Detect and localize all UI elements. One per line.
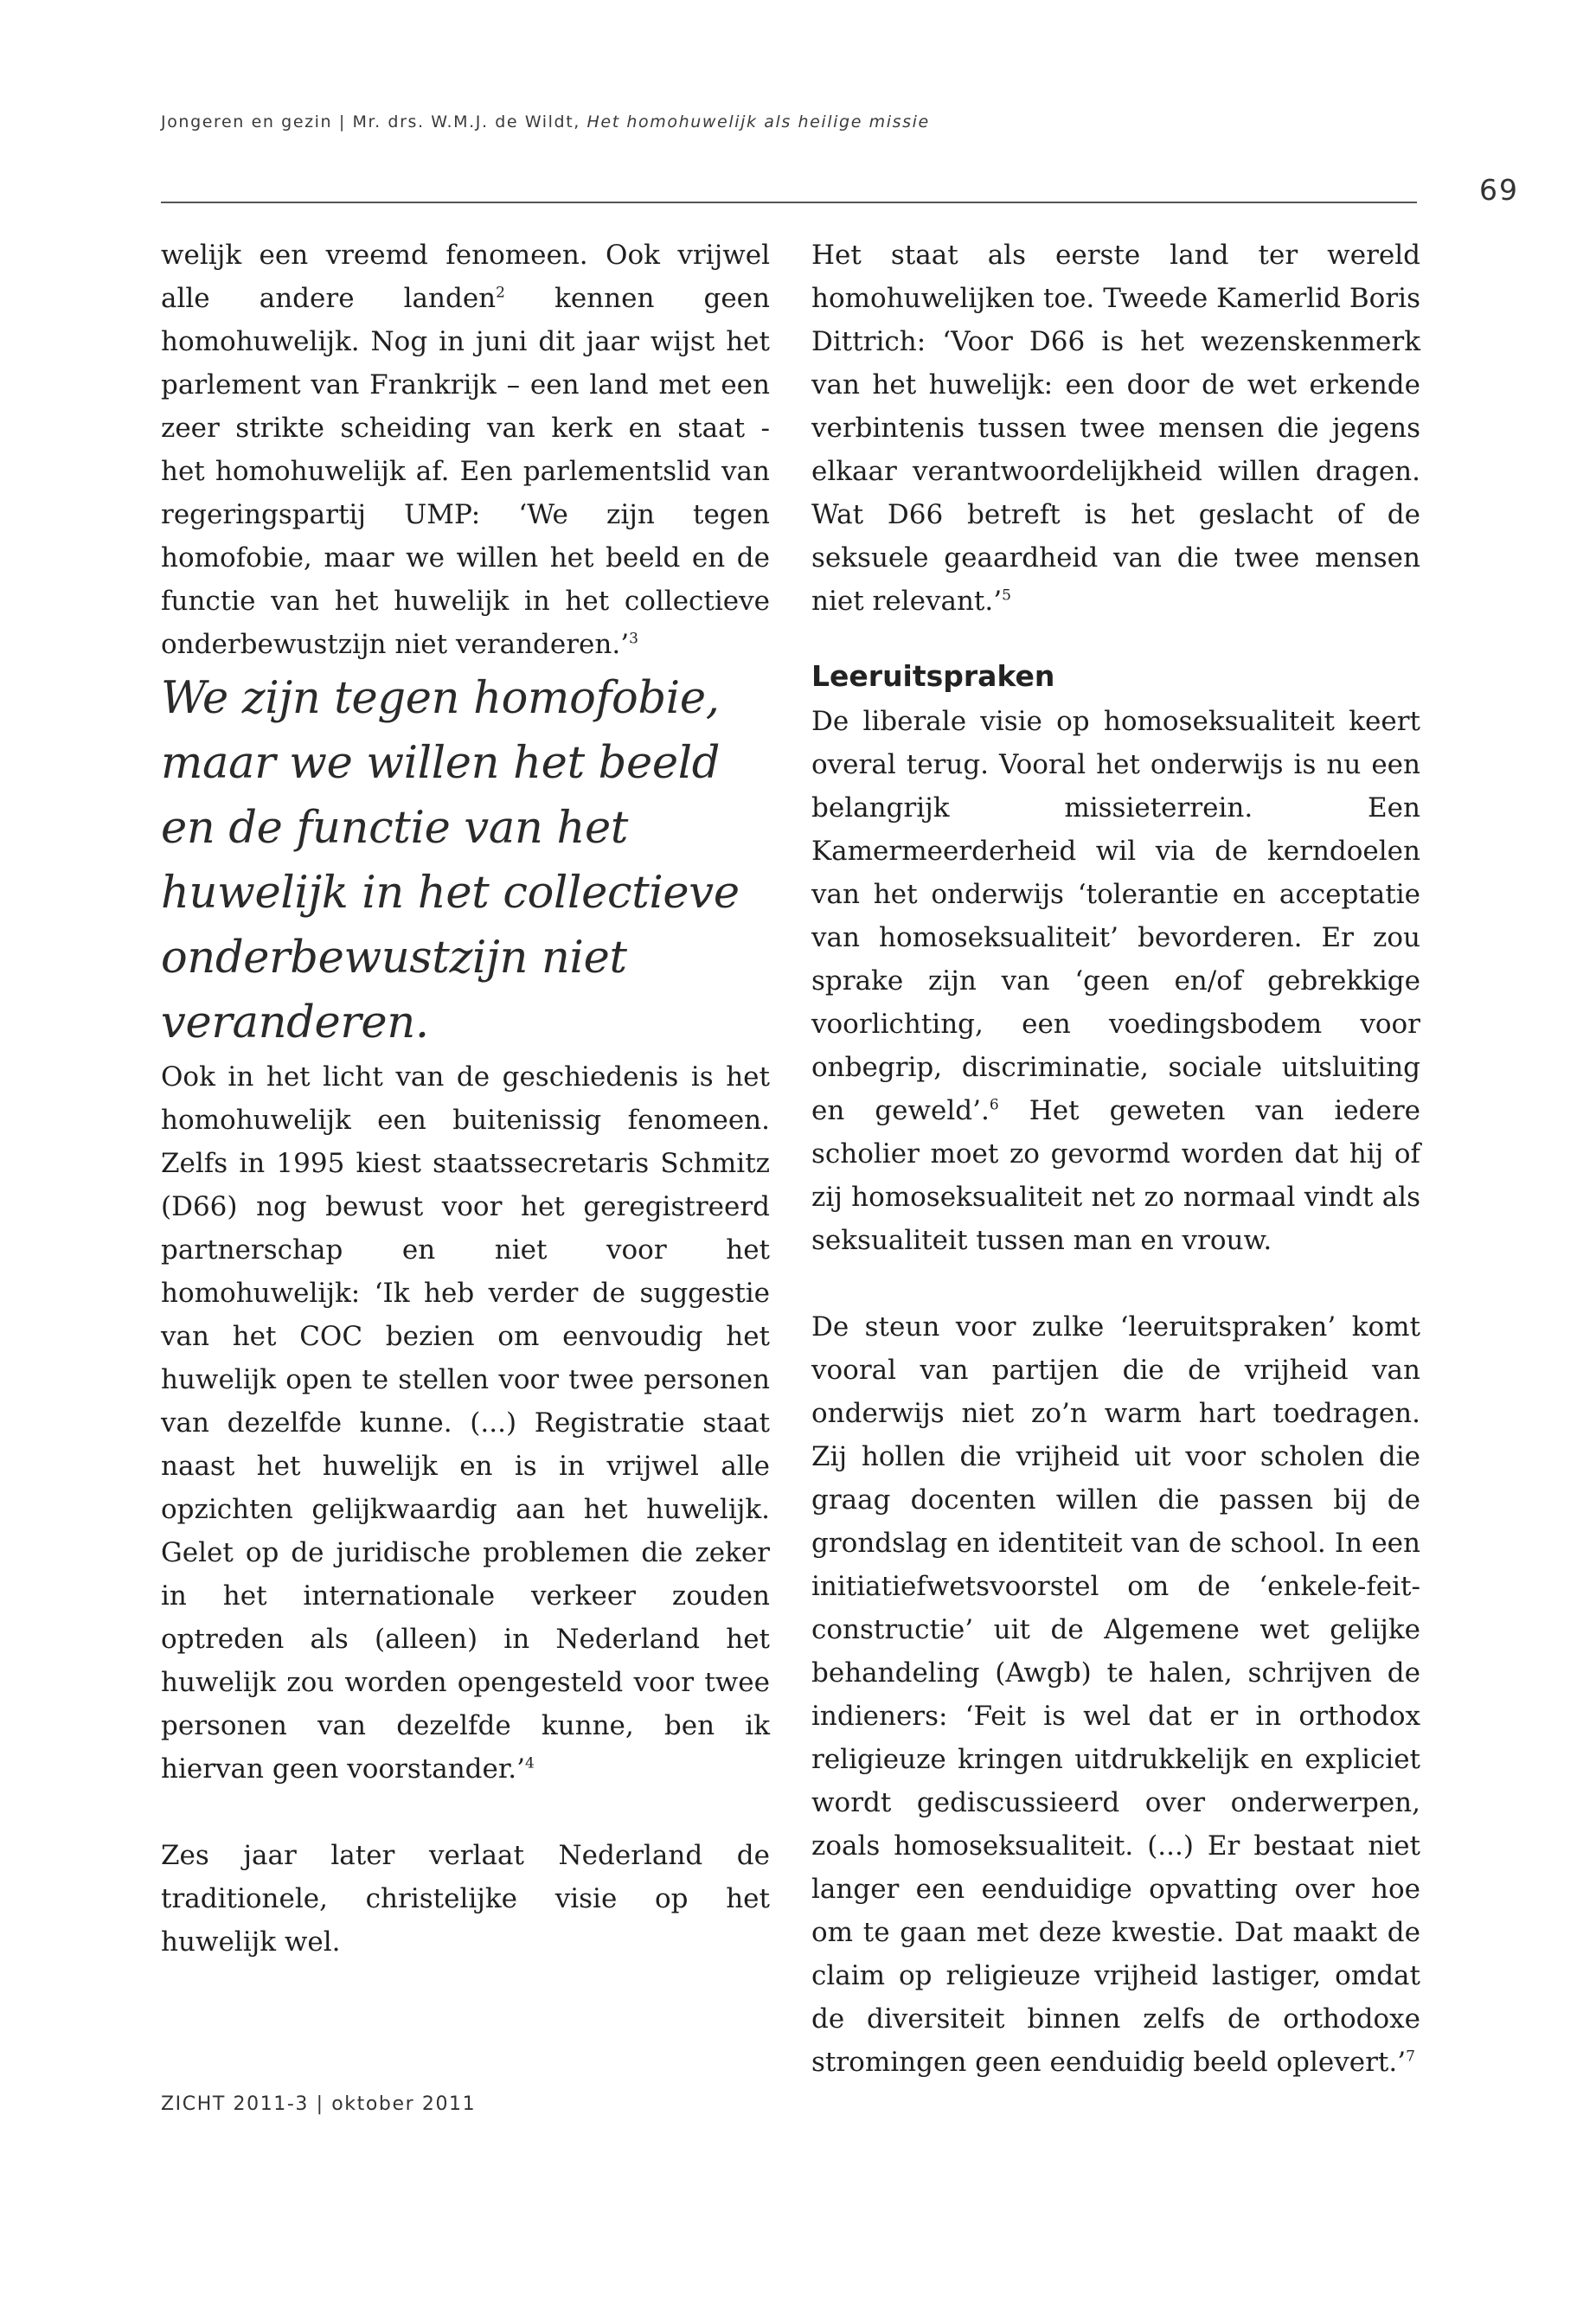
footnote-ref-4: 4 — [525, 1754, 535, 1772]
section-heading: Leeruitspraken — [811, 659, 1055, 693]
left-p1-text-b: kennen geen homohuwelijk. Nog in juni dit jaar wijst het parlement van Frankrijk – een land met een zeer strikte scheiding van kerk en staat - het homohuwelijk af. Een parlementslid van regeringspartij UMP: ‘We zijn tegen homofobie, maar we willen het beeld en de functie van het huwelijk in het collectieve onderbewustzijn niet veranderen.’ — [161, 283, 770, 660]
footnote-ref-7: 7 — [1406, 2048, 1415, 2066]
page-footer: ZICHT 2011-3 | oktober 2011 — [161, 2093, 477, 2115]
right-paragraph-1 — [811, 234, 1420, 623]
page-number: 69 — [1479, 173, 1519, 207]
right-paragraph-2 — [811, 700, 1420, 1262]
footnote-ref-5: 5 — [1002, 586, 1011, 605]
left-p2-text: Ook in het licht van de geschiedenis is het homohuwelijk een buitenissig fenomeen. Zelfs in 1995 kiest staatssecretaris Schmitz (D66) nog bewust voor het geregistreerd partnerschap en niet voor het homohuwelijk: ‘Ik heb verder de suggestie van het COC bezien om eenvoudig het huwelijk open te stellen voor twee personen van dezelfde kunne. (...) Registratie staat naast het huwelijk en is in vrijwel alle opzichten gelijkwaardig aan het huwelijk. Gelet op de juridische problemen die zeker in het internationale verkeer zouden optreden als (alleen) in Nederland het huwelijk zou worden opengesteld voor twee personen van dezelfde kunne, ben ik hiervan geen voorstander.’ — [161, 1061, 770, 1785]
right-p3-text: De steun voor zulke ‘leeruitspraken’ komt vooral van partijen die de vrijheid van onderwijs niet zo’n warm hart toedragen. Zij hollen die vrijheid uit voor scholen die graag docenten willen die passen bij de grondslag en identiteit van de school. In een initiatiefwetsvoorstel om de ‘enkele-feit-constructie’ uit de Algemene wet gelijke behandeling (Awgb) te halen, schrijven de indieners: ‘Feit is wel dat er in orthodox religieuze kringen uitdrukkelijk en expliciet wordt gediscussieerd over onderwerpen, zoals homoseksualiteit. (...) Er bestaat niet langer een eenduidige opvatting over hoe om te gaan met deze kwestie. Dat maakt de claim op religieuze vrijheid lastiger, omdat de diversiteit binnen zelfs de orthodoxe stromingen geen eenduidig beeld oplevert.’ — [811, 1311, 1420, 2078]
left-paragraph-1 — [161, 234, 770, 666]
right-column — [811, 234, 1420, 2084]
header-text: Jongeren en gezin | Mr. drs. W.M.J. de Wildt, — [161, 112, 587, 131]
left-p1-text-a: welijk een vreemd fenomeen. Ook vrijwel alle andere landen — [161, 240, 770, 314]
header-rule — [161, 202, 1417, 203]
right-p2-text-b: Het geweten van iedere scholier moet zo gevormd worden dat hij of zij homoseksualiteit net zo normaal vindt als seksualiteit tussen man en vrouw. — [811, 1095, 1421, 1256]
right-p1-text: Het staat als eerste land ter wereld homohuwelijken toe. Tweede Kamerlid Boris Dittrich: ‘Voor D66 is het wezenskenmerk van het huwelijk: een door de wet erkende verbintenis tussen twee mensen die jegens elkaar verantwoordelijkheid willen dragen. Wat D66 betreft is het geslacht of de seksuele geaardheid van die twee mensen niet relevant.’ — [811, 240, 1420, 617]
left-paragraph-2 — [161, 1055, 770, 1791]
footnote-ref-6: 6 — [989, 1096, 999, 1114]
footnote-ref-2: 2 — [496, 284, 505, 302]
footnote-ref-3: 3 — [629, 630, 638, 648]
left-paragraph-3: Zes jaar later verlaat Nederland de traditionele, christelijke visie op het huwelijk wel. — [161, 1840, 770, 1958]
running-header — [161, 112, 1424, 131]
right-paragraph-3 — [811, 1305, 1420, 2084]
right-p2-text-a: De liberale visie op homoseksualiteit keert overal terug. Vooral het onderwijs is nu een belangrijk missieterrein. Een Kamermeerderheid wil via de kerndoelen van het onderwijs ‘tolerantie en acceptatie van homoseksualiteit’ bevorderen. Er zou sprake zijn van ‘geen en/of gebrekkige voorlichting, een voedingsbodem voor onbegrip, discriminatie, sociale uitsluiting en geweld’. — [811, 706, 1420, 1126]
pull-quote: We zijn tegen homofobie, maar we willen het beeld en de functie van het huwelijk in het collectieve onderbewustzijn niet veranderen. — [161, 673, 740, 1048]
left-column — [161, 234, 770, 1964]
header-article-title: Het homohuwelijk als heilige missie — [586, 112, 930, 131]
